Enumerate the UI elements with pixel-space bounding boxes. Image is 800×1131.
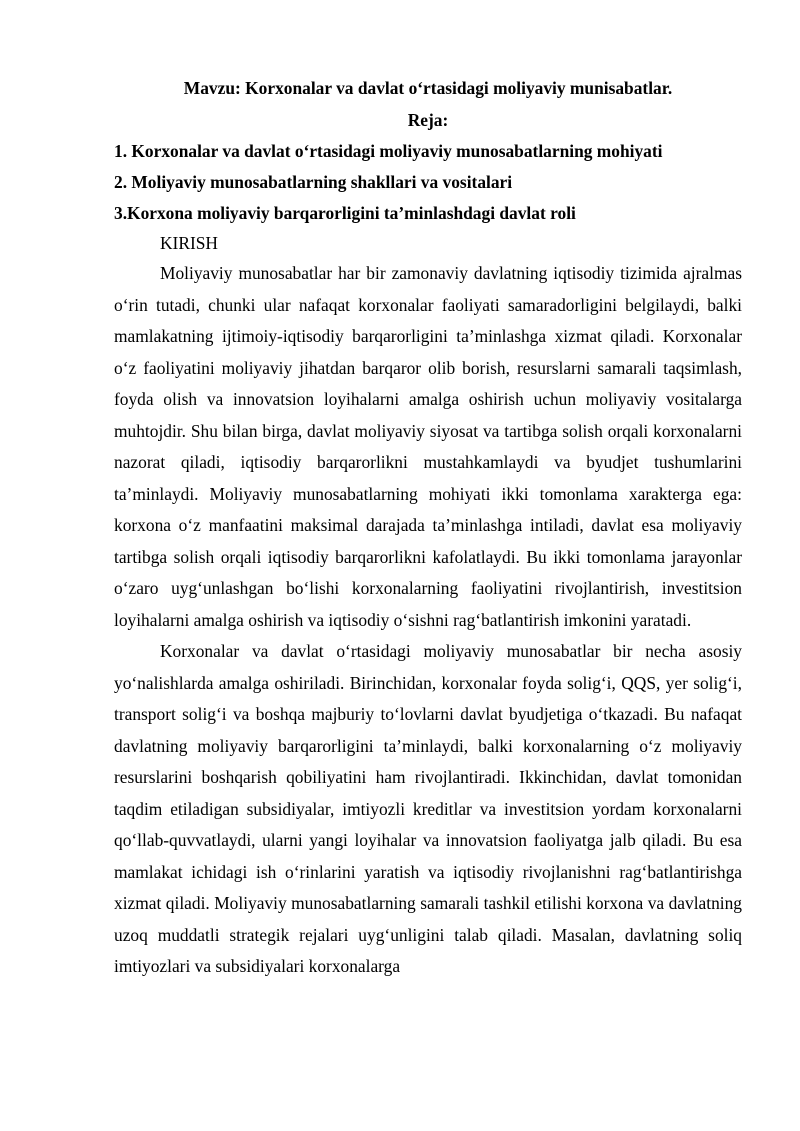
- plan-item-3: 3.Korxona moliyaviy barqarorligini ta’minlashdagi davlat roli: [114, 203, 576, 223]
- plan-item-1: 1. Korxonalar va davlat o‘rtasidagi moliyaviy munosabatlarning mohiyati: [114, 141, 663, 161]
- document-body: [114, 72, 742, 983]
- intro-heading: KIRISH: [160, 233, 218, 253]
- body-paragraph-2: Korxonalar va davlat o‘rtasidagi moliyaviy munosabatlar bir necha asosiy yo‘nalishlarda amalga oshiriladi. Birinchidan, korxonalar foyda solig‘i, QQS, yer solig‘i, transport solig‘i va boshqa majburiy to‘lovlarni davlat byudjetiga o‘tkazadi. Bu nafaqat davlatning moliyaviy barqarorligini ta’minlaydi, balki korxonalarning o‘z moliyaviy resurslarini boshqarish qobiliyatini ham rivojlantiradi. Ikkinchidan, davlat tomonidan taqdim etiladigan subsidiyalar, imtiyozli kreditlar va investitsion yordam korxonalarni qo‘llab-quvvatlaydi, ularni yangi loyihalar va innovatsion faoliyatga jalb qiladi. Bu esa mamlakat ichidagi ish o‘rinlarini yaratish va iqtisodiy rivojlanishni rag‘batlantirishga xizmat qiladi. Moliyaviy munosabatlarning samarali tashkil etilishi korxona va davlatning uzoq muddatli strategik rejalari uyg‘unligini talab qiladi. Masalan, davlatning soliq imtiyozlari va subsidiyalari korxonalarga: [114, 641, 742, 976]
- plan-item-2: 2. Moliyaviy munosabatlarning shakllari va vositalari: [114, 172, 513, 192]
- body-paragraph-1: Moliyaviy munosabatlar har bir zamonaviy davlatning iqtisodiy tizimida ajralmas o‘rin tutadi, chunki ular nafaqat korxonalar faoliyati samaradorligini belgilaydi, balki mamlakatning ijtimoiy-iqtisodiy barqarorligini ta’minlashga xizmat qiladi. Korxonalar o‘z faoliyatini moliyaviy jihatdan barqaror olib borish, resurslarni samarali taqsimlash, foyda olish va innovatsion loyihalarni amalga oshirish uchun moliyaviy vositalarga muhtojdir. Shu bilan birga, davlat moliyaviy siyosat va tartibga solish orqali korxonalarni nazorat qiladi, iqtisodiy barqarorlikni mustahkamlaydi va byudjet tushumlarini ta’minlaydi. Moliyaviy munosabatlarning mohiyati ikki tomonlama xarakterga ega: korxona o‘z manfaatini maksimal darajada ta’minlashga intiladi, davlat esa moliyaviy tartibga solish orqali iqtisodiy barqarorlikni kafolatlaydi. Bu ikki tomonlama jarayonlar o‘zaro uyg‘unlashgan bo‘lishi korxonalarning faoliyatini rivojlantirish, investitsion loyihalarni amalga oshirish va iqtisodiy o‘sishni rag‘batlantirish imkonini yaratadi.: [114, 263, 742, 630]
- plan-heading: Reja:: [407, 110, 449, 130]
- document-title: Mavzu: Korxonalar va davlat o‘rtasidagi moliyaviy munisabatlar.: [183, 78, 673, 98]
